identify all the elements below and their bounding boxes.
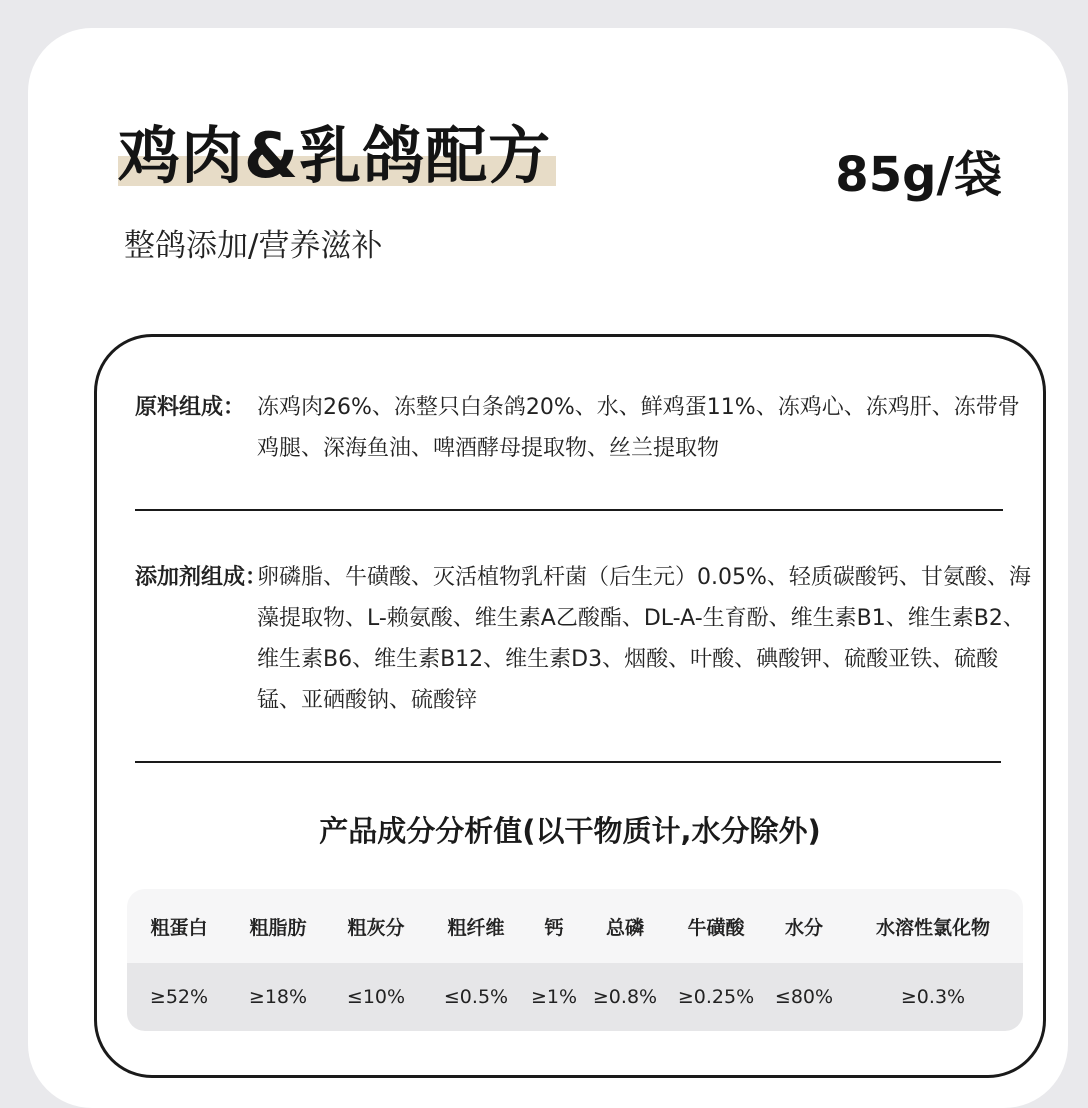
table-header-cell: 水溶性氯化物 [875, 916, 990, 939]
ingredients-label: 原料组成： [135, 395, 246, 420]
table-header-cell: 粗纤维 [447, 916, 505, 939]
net-weight: 85g/袋 [835, 147, 1002, 203]
additives-text: 卵磷脂、牛磺酸、灭活植物乳杆菌（后生元）0.05%、轻质碳酸钙、甘氨酸、海藻提取物、L-赖氨酸、维生素A乙酸酯、DL-A-生育酚、维生素B1、维生素B2、维生素B6、维生素B12、维生素D3、烟酸、叶酸、碘酸钾、硫酸亚铁、硫酸锰、亚硒酸钠、硫酸锌 [257, 565, 1031, 713]
divider [135, 509, 1003, 511]
divider [135, 761, 1001, 763]
product-card [28, 28, 1068, 1108]
table-header-cell: 水分 [784, 916, 823, 939]
table-value-cell: ≥18% [248, 986, 308, 1008]
table-value-cell: ≥0.3% [900, 986, 966, 1008]
table-row [127, 963, 1023, 1031]
table-header-cell: 粗蛋白 [150, 916, 208, 939]
table-header-cell: 粗灰分 [347, 916, 405, 939]
analysis-table [127, 889, 1023, 1031]
table-header-row [127, 889, 1023, 963]
table-value-cell: ≥1% [530, 986, 578, 1008]
table-value-cell: ≥0.8% [592, 986, 658, 1008]
table-value-cell: ≥52% [149, 986, 209, 1008]
table-value-cell: ≤80% [774, 986, 834, 1008]
table-header-cell: 钙 [544, 916, 564, 939]
table-value-cell: ≤0.5% [443, 986, 509, 1008]
table-header-cell: 总磷 [605, 916, 644, 939]
product-subtitle: 整鸽添加/营养滋补 [124, 228, 383, 264]
table-header-cell: 牛磺酸 [687, 916, 745, 939]
composition-panel [94, 334, 1046, 1078]
ingredients-text: 冻鸡肉26%、冻整只白条鸽20%、水、鲜鸡蛋11%、冻鸡心、冻鸡肝、冻带骨鸡腿、深海鱼油、啤酒酵母提取物、丝兰提取物 [257, 395, 1020, 461]
product-title: 鸡肉&乳鸽配方 [118, 119, 552, 192]
analysis-title: 产品成分分析值(以干物质计,水分除外) [319, 814, 821, 848]
additives-label: 添加剂组成： [135, 565, 268, 590]
table-header-cell: 粗脂肪 [249, 916, 307, 939]
table-value-cell: ≥0.25% [677, 986, 755, 1008]
table-value-cell: ≤10% [346, 986, 406, 1008]
title-block [118, 116, 551, 196]
